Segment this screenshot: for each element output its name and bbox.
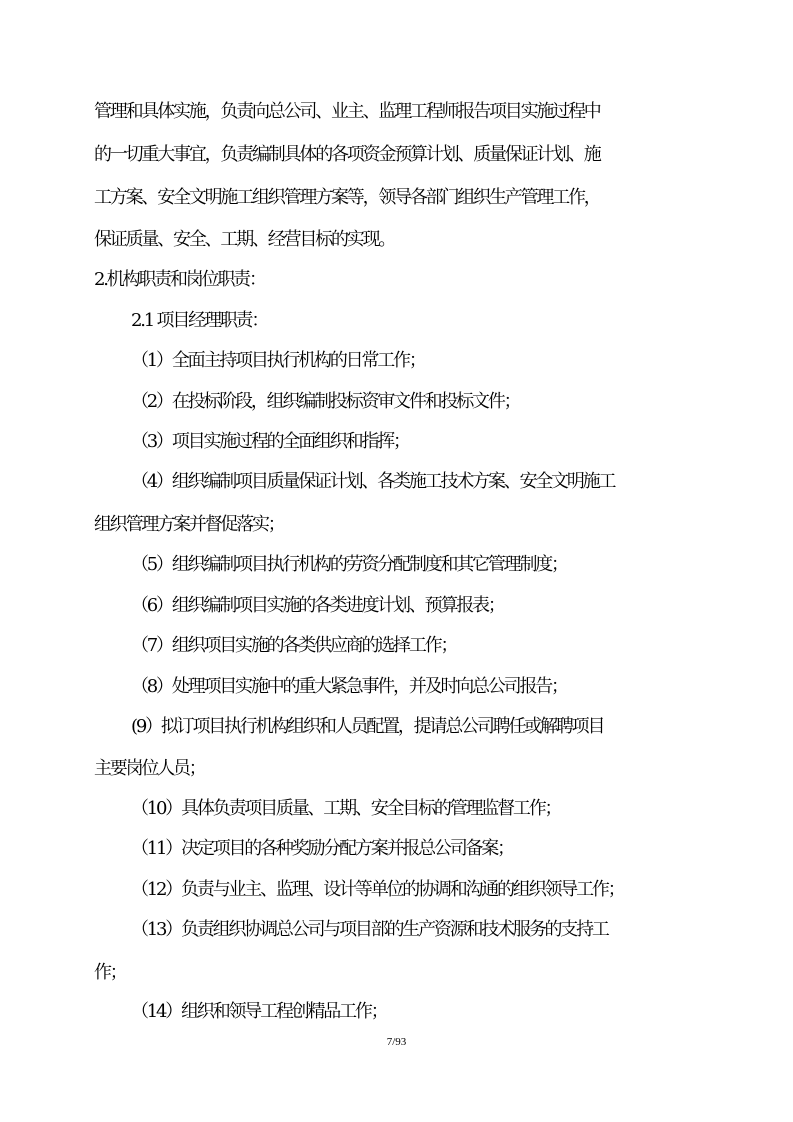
list-item: （12）负责与业主、监理、设计等单位的协调和沟通的组织领导工作； <box>131 879 624 900</box>
subsection-heading: 2.1 项目经理职责： <box>131 310 268 331</box>
paragraph-line: 管理和具体实施，负责向总公司、业主、监理工程师报告项目实施过程中 <box>94 101 600 122</box>
list-item-continuation: 组织管理方案并督促落实； <box>94 514 284 535</box>
list-item: （2）在投标阶段，组织编制投标资审文件和投标文件； <box>131 391 520 412</box>
paragraph-line: 工方案、安全文明施工组织管理方案等，领导各部门组织生产管理工作， <box>94 187 600 208</box>
list-item: （7）组织项目实施的各类供应商的选择工作； <box>131 635 457 656</box>
paragraph-line: 保证质量、安全、工期、经营目标的实现。 <box>94 229 395 250</box>
list-item: （5）组织编制项目执行机构的劳资分配制度和其它管理制度； <box>131 554 567 575</box>
list-item: (9）拟订项目执行机构组织和人员配置，提请总公司聘任或解聘项目 <box>131 716 604 737</box>
list-item: （6）组织编制项目实施的各类进度计划、预算报表； <box>131 595 504 616</box>
list-item: （8）处理项目实施中的重大紧急事件，并及时向总公司报告； <box>131 676 567 697</box>
list-item-continuation: 主要岗位人员； <box>94 758 205 779</box>
paragraph-line: 的一切重大事宜，负责编制具体的各项资金预算计划、质量保证计划、施 <box>94 144 600 165</box>
list-item: （10）具体负责项目质量、工期、安全目标的管理监督工作； <box>131 798 561 819</box>
list-item: （3）项目实施过程的全面组织和指挥； <box>131 431 409 452</box>
section-heading: 2.机构职责和岗位职责： <box>94 269 265 290</box>
list-item: （4）组织编制项目质量保证计划、各类施工技术方案、安全文明施工 <box>131 471 615 492</box>
list-item: （14）组织和领导工程创精品工作； <box>131 1001 387 1022</box>
list-item: （1）全面主持项目执行机构的日常工作； <box>131 350 425 371</box>
list-item: （11）决定项目的各种奖励分配方案并报总公司备案； <box>131 838 513 859</box>
list-item-continuation: 作； <box>94 962 126 983</box>
list-item: （13）负责组织协调总公司与项目部的生产资源和技术服务的支持工 <box>131 919 608 940</box>
page-number: 7/93 <box>386 1036 407 1048</box>
